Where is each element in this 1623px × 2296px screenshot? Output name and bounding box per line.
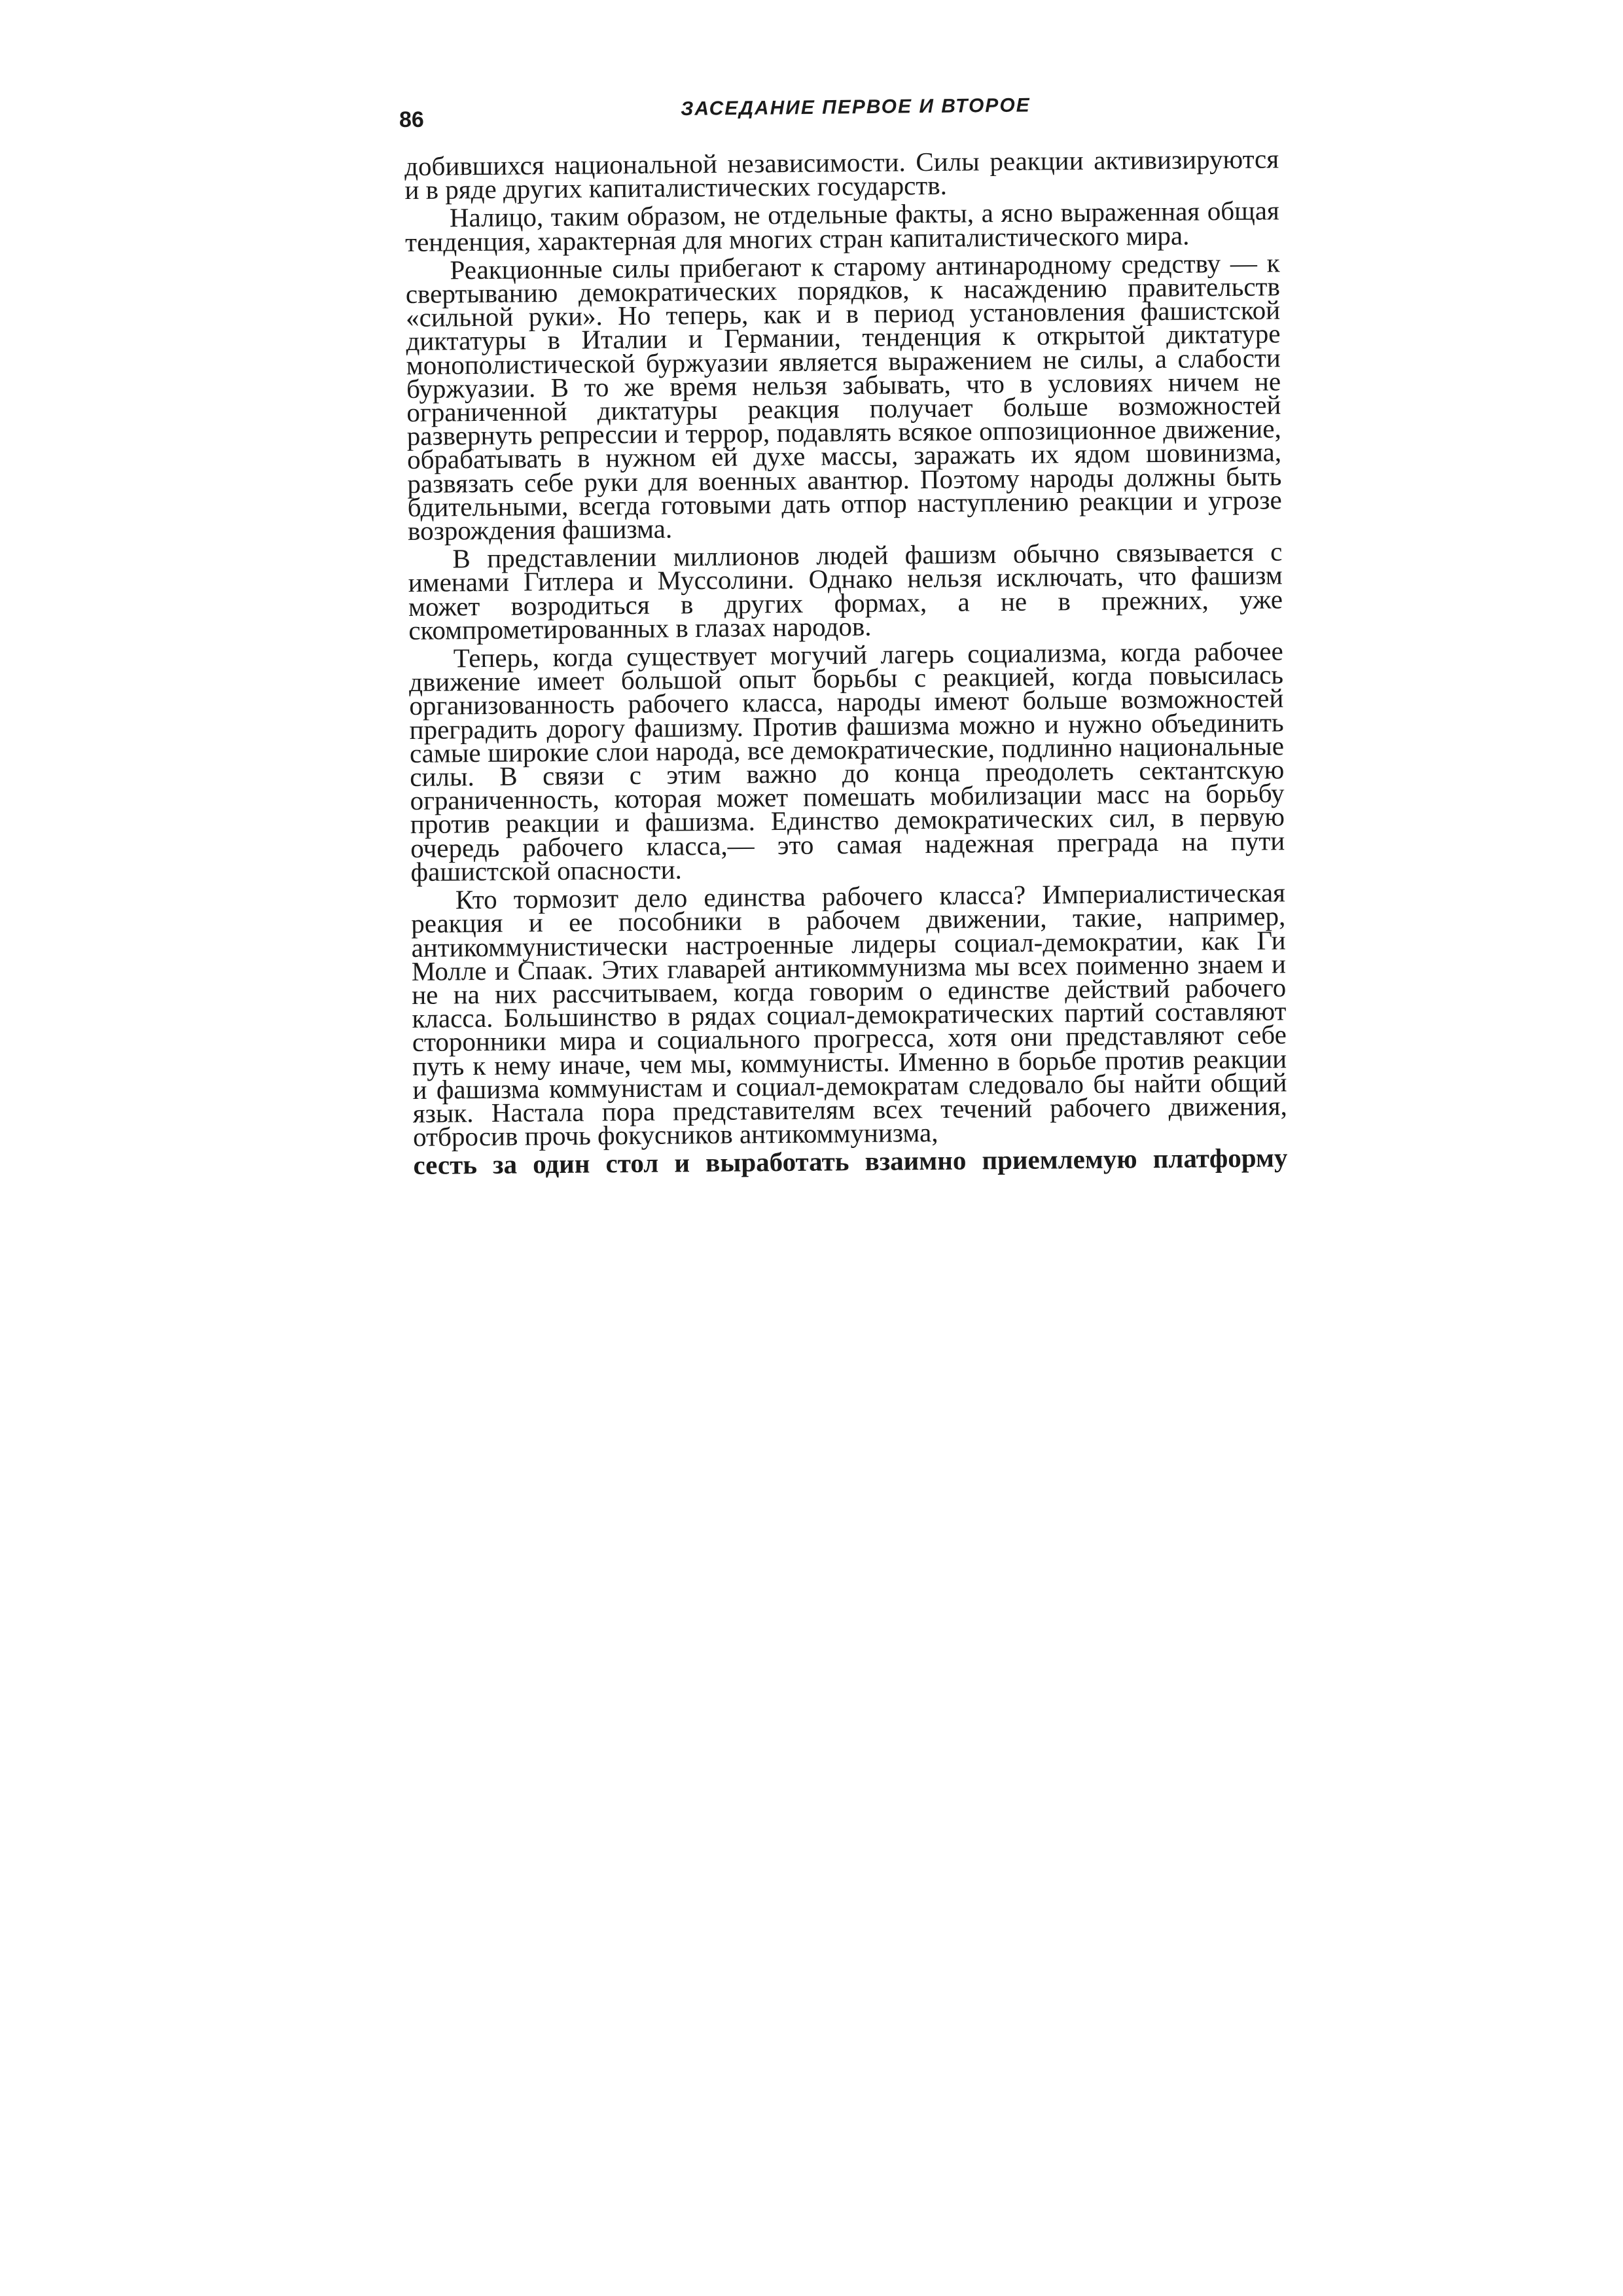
paragraph: Кто тормозит дело единства рабочего класса? Империалистическая реакция и ее пособники в рабочем движении, такие, например, антикоммунистически настроенные лидеры социал-демократии, как Ги Молле и Спаак. Этих главарей антикоммунизма мы всех поименно знаем и не на них рассчитываем, когда говорим о единстве действий рабочего класса. Большинство в рядах социал-демократических партий составляют сторонники мира и социального прогресса, хотя они представляют себе путь к нему иначе, чем мы, коммунисты. Именно в борьбе против реакции и фашизма коммунистам и социал-демократам следовало бы найти общий язык. Настала пора представителям всех течений рабочего движения, отбросив прочь фокусников антикоммунизма, — [411, 877, 1287, 1153]
page-number: 86 — [399, 107, 424, 132]
paragraph: добившихся национальной независимости. Силы реакции активизируются и в ряде других капиталистических государств. — [404, 143, 1279, 206]
paragraph: Теперь, когда существует могучий лагерь социализма, когда рабочее движение имеет большой опыт борьбы с реакцией, когда повысилась организованность рабочего класса, народы имеют больше возможностей преградить дорогу фашизму. Против фашизма можно и нужно объединить самые широкие слои народа, все демократические, подлинно национальные силы. В связи с этим важно до конца преодолеть сектантскую ограниченность, которая может помешать мобилизации масс на борьбу против реакции и фашизма. Единство демократических сил, в первую очередь рабочего класса,— это самая надежная преграда на пути фашистской опасности. — [408, 636, 1285, 887]
paragraph: В представлении миллионов людей фашизм обычно связывается с именами Гитлера и Муссолини. Однако нельзя исключать, что фашизм может возродиться в других формах, а не в прежних, уже скомпрометированных в глазах народов. — [408, 536, 1283, 645]
paragraph-final-line: сесть за один стол и выработать взаимно приемлемую платформу — [413, 1142, 1288, 1181]
paragraph: Налицо, таким образом, не отдельные факты, а ясно выраженная общая тенденция, характерная для многих стран капиталистического мира. — [404, 195, 1279, 257]
running-title: ЗАСЕДАНИЕ ПЕРВОЕ И ВТОРОЕ — [681, 94, 1031, 120]
text-column — [404, 143, 1288, 1181]
paragraph: Реакционные силы прибегают к старому антинародному средству — к свертыванию демократических порядков, к насаждению правительств «сильной руки». Но теперь, как и в период установления фашистской диктатуры в Италии и Германии, тенденция к открытой диктатуре монополистической буржуазии является выражением не силы, а слабости буржуазии. В то же время нельзя забывать, что в условиях ничем не ограниченной диктатуры реакция получает больше возможностей развернуть репрессии и террор, подавлять всякое оппозиционное движение, обрабатывать в нужном ей духе массы, заражать их ядом шовинизма, развязать себе руки для военных авантюр. Поэтому народы должны быть бдительными, всегда готовыми дать отпор наступлению реакции и угрозе возрождения фашизма. — [405, 247, 1282, 547]
